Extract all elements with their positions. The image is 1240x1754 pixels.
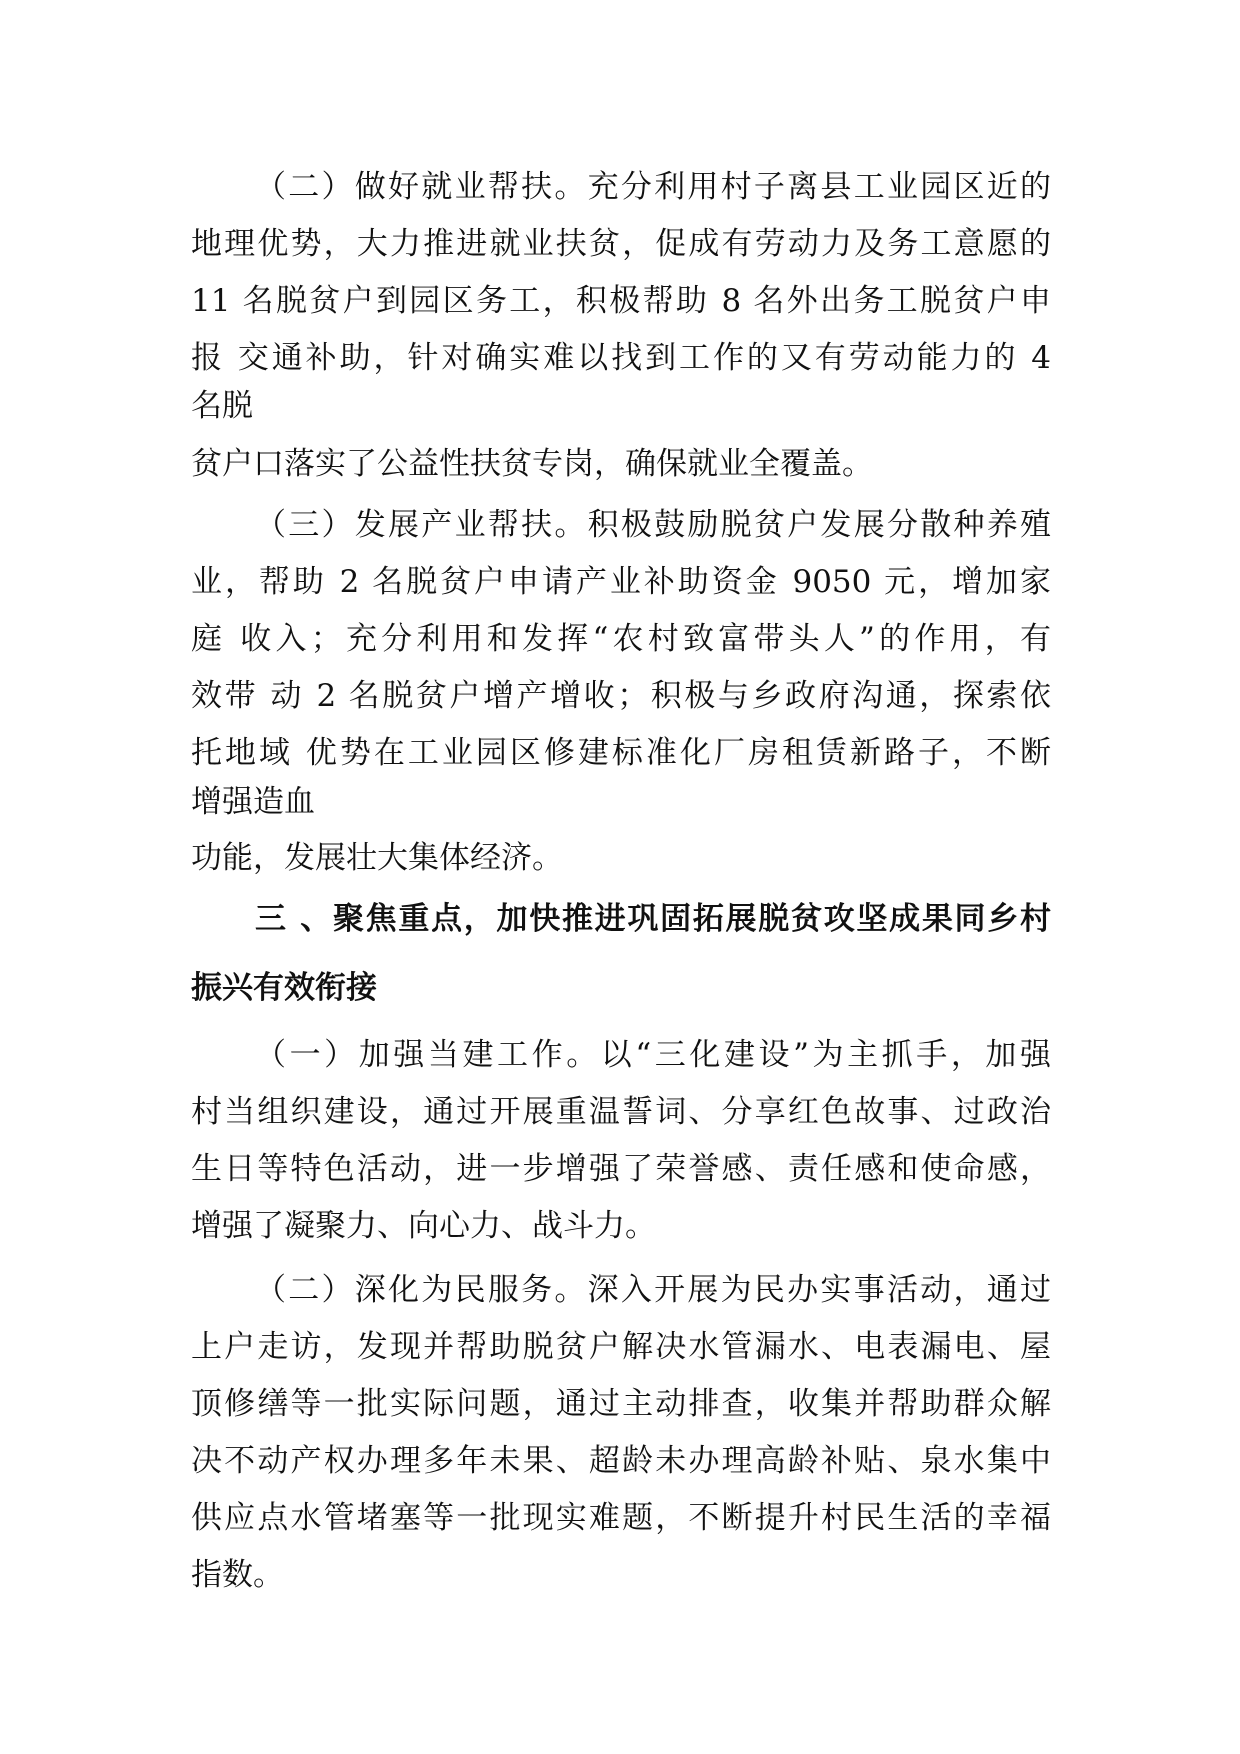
paragraph-3-line-4: 增强了凝聚力、向心力、战斗力。 xyxy=(191,1208,656,1244)
paragraph-4-line-4: 决不动产权办理多年未果、超龄未办理高龄补贴、泉水集中 xyxy=(191,1443,1051,1479)
paragraph-4-line-5: 供应点水管堵塞等一批现实难题，不断提升村民生活的幸福 xyxy=(191,1500,1051,1536)
paragraph-2-line-4: 效带 动 2 名脱贫户增产增收；积极与乡政府沟通，探索依 xyxy=(191,678,1051,714)
paragraph-4-line-6: 指数。 xyxy=(191,1557,284,1593)
paragraph-2-line-7: 功能，发展壮大集体经济。 xyxy=(191,840,563,876)
paragraph-2-line-3: 庭 收入；充分利用和发挥“农村致富带头人”的作用，有 xyxy=(191,621,1051,657)
paragraph-3-line-1: （一）加强当建工作。以“三化建设”为主抓手，加强 xyxy=(255,1037,1051,1073)
section-heading-line-1: 三 、聚焦重点，加快推进巩固拓展脱贫攻坚成果同乡村 xyxy=(255,901,1051,937)
paragraph-3-line-3: 生日等特色活动，进一步增强了荣誉感、责任感和使命感， xyxy=(191,1151,1051,1187)
paragraph-1-line-6: 贫户口落实了公益性扶贫专岗，确保就业全覆盖。 xyxy=(191,446,873,482)
paragraph-2-line-2: 业，帮助 2 名脱贫户申请产业补助资金 9050 元，增加家 xyxy=(191,564,1051,600)
paragraph-3-line-2: 村当组织建设，通过开展重温誓词、分享红色故事、过政治 xyxy=(191,1094,1051,1130)
paragraph-2-line-6: 增强造血 xyxy=(191,784,315,820)
paragraph-1-line-4: 报 交通补助，针对确实难以找到工作的又有劳动能力的 4 xyxy=(191,340,1051,376)
paragraph-1-line-3: 11 名脱贫户到园区务工，积极帮助 8 名外出务工脱贫户申 xyxy=(191,283,1051,319)
paragraph-2-line-1: （三）发展产业帮扶。积极鼓励脱贫户发展分散种养殖 xyxy=(255,507,1051,543)
paragraph-4-line-1: （二）深化为民服务。深入开展为民办实事活动，通过 xyxy=(255,1272,1051,1308)
paragraph-4-line-2: 上户走访，发现并帮助脱贫户解决水管漏水、电表漏电、屋 xyxy=(191,1329,1051,1365)
section-heading-line-2: 振兴有效衔接 xyxy=(191,970,377,1006)
paragraph-4-line-3: 顶修缮等一批实际问题，通过主动排查，收集并帮助群众解 xyxy=(191,1386,1051,1422)
paragraph-1-line-1: （二）做好就业帮扶。充分利用村子离县工业园区近的 xyxy=(255,169,1051,205)
paragraph-1-line-2: 地理优势，大力推进就业扶贫，促成有劳动力及务工意愿的 xyxy=(191,226,1051,262)
paragraph-2-line-5: 托地域 优势在工业园区修建标准化厂房租赁新路子，不断 xyxy=(191,735,1051,771)
paragraph-1-line-5: 名脱 xyxy=(191,388,253,424)
